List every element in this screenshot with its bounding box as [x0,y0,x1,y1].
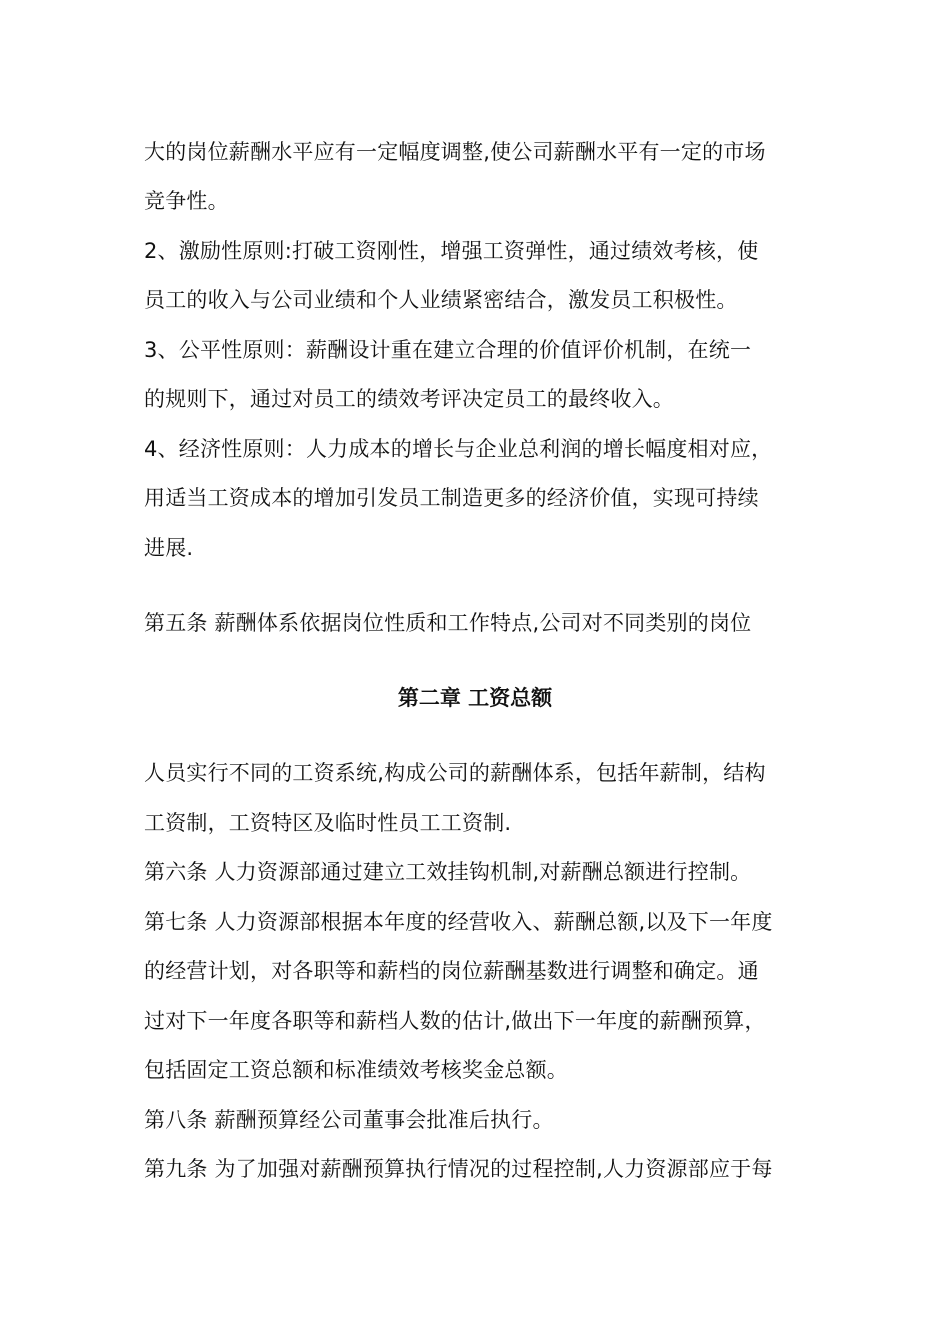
article-line: 第八条 薪酬预算经公司董事会批准后执行。 [144,1108,554,1132]
article-line: 第六条 人力资源部通过建立工效挂钩机制,对薪酬总额进行控制。 [144,860,752,884]
article-line: 第九条 为了加强对薪酬预算执行情况的过程控制,人力资源部应于每 [144,1157,773,1181]
paragraph-line: 大的岗位薪酬水平应有一定幅度调整,使公司薪酬水平有一定的市场 [144,140,766,164]
paragraph-line: 的规则下，通过对员工的绩效考评决定员工的最终收入。 [144,387,674,411]
principle-item: 4、经济性原则：人力成本的增长与企业总利润的增长幅度相对应， [144,437,773,461]
paragraph-line: 工资制，工资特区及临时性员工工资制. [144,811,512,835]
principle-item: 3、公平性原则：薪酬设计重在建立合理的价值评价机制，在统一 [144,338,752,362]
paragraph-line: 的经营计划，对各职等和薪档的岗位薪酬基数进行调整和确定。通 [144,959,759,983]
paragraph-line: 进展. [144,536,194,560]
article-line: 第七条 人力资源部根据本年度的经营收入、薪酬总额,以及下一年度 [144,910,773,934]
paragraph-line: 用适当工资成本的增加引发员工制造更多的经济价值，实现可持续 [144,486,759,510]
paragraph-line: 竞争性。 [144,189,229,213]
principle-item: 2、激励性原则:打破工资刚性，增强工资弹性，通过绩效考核，使 [144,239,759,263]
article-line: 第五条 薪酬体系依据岗位性质和工作特点,公司对不同类别的岗位 [144,611,752,635]
paragraph-line: 人员实行不同的工资系统,构成公司的薪酬体系，包括年薪制，结构 [144,761,766,785]
chapter-heading: 第二章 工资总额 [397,686,553,710]
paragraph-line: 员工的收入与公司业绩和个人业绩紧密结合，激发员工积极性。 [144,288,738,312]
paragraph-line: 过对下一年度各职等和薪档人数的估计,做出下一年度的薪酬预算， [144,1009,766,1033]
paragraph-line: 包括固定工资总额和标准绩效考核奖金总额。 [144,1058,568,1082]
